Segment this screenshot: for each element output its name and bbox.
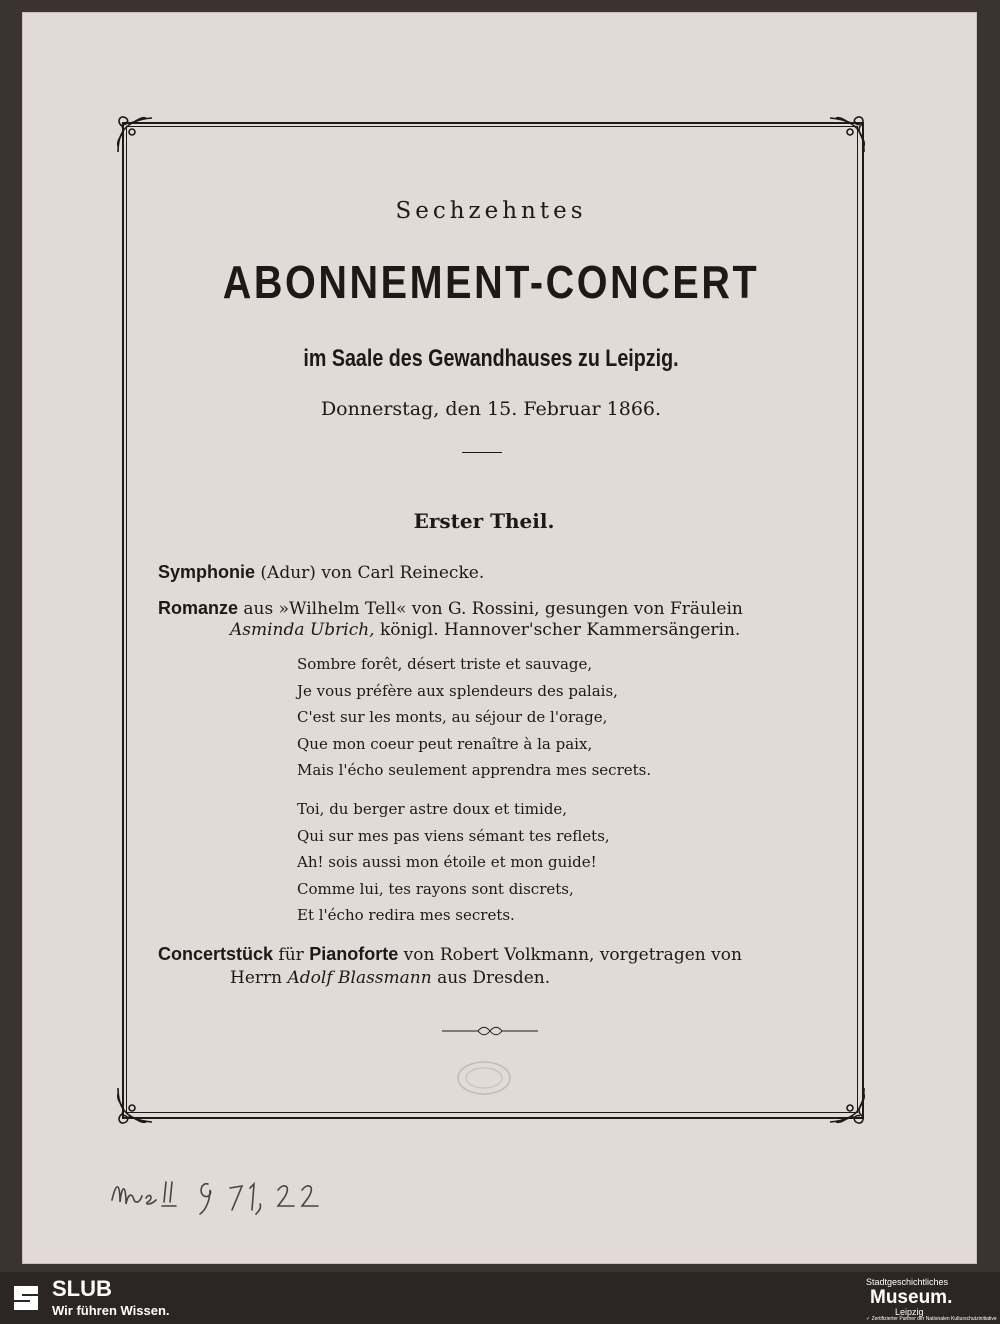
lyric-line: Comme lui, tes rayons sont discrets, — [297, 879, 574, 898]
lyric-line: Je vous préfère aux splendeurs des palais, — [297, 681, 618, 700]
programme-item-romanze-performer — [230, 620, 740, 640]
corner-ornament-icon — [112, 1082, 158, 1128]
lyric-line: Mais l'écho seulement apprendra mes secrets. — [297, 761, 652, 779]
library-tagline: Wir führen Wissen. — [52, 1303, 170, 1318]
lyric-line: Sombre forêt, désert triste et sauvage, — [297, 655, 593, 673]
instrument: Pianoforte — [309, 944, 399, 964]
museum-certification: ✓ Zertifizierter Partner der Nationalen Kulturschutzinitiative — [866, 1316, 997, 1322]
work-details: für — [273, 945, 310, 965]
performer-details: königl. Hannover'scher Kammersängerin. — [374, 620, 741, 640]
museum-name: Museum. — [870, 1287, 953, 1308]
work-details: aus »Wilhelm Tell« von G. Rossini, gesungen von Fräulein — [238, 599, 743, 619]
slub-logo-icon — [10, 1282, 42, 1314]
part-heading: Erster Theil. — [413, 509, 555, 533]
performer-prefix: Herrn — [230, 968, 288, 988]
concert-venue: im Saale des Gewandhauses zu Leipzig. — [303, 345, 679, 372]
lyric-line: Ah! sois aussi mon étoile et mon guide! — [297, 853, 597, 871]
end-ornament-icon — [440, 1024, 540, 1038]
work-details: (Adur) von Carl Reinecke. — [255, 563, 485, 583]
lyric-line: Que mon coeur peut renaître à la paix, — [297, 734, 593, 753]
work-title: Symphonie — [158, 562, 256, 582]
programme-item-symphony — [158, 562, 484, 583]
concert-title: ABONNEMENT-CONCERT — [222, 256, 760, 308]
library-name: SLUB — [52, 1276, 112, 1301]
corner-ornament-icon — [824, 112, 870, 158]
lyric-line: C'est sur les monts, au séjour de l'orage, — [297, 708, 608, 726]
corner-ornament-icon — [112, 112, 158, 158]
shelfmark-handwriting — [108, 1170, 358, 1220]
concert-date: Donnerstag, den 15. Februar 1866. — [320, 398, 662, 420]
lyric-line: Et l'écho redira mes secrets. — [297, 906, 515, 924]
museum-city: Leipzig — [895, 1307, 924, 1317]
lyric-line: Qui sur mes pas viens sémant tes reflets, — [297, 826, 610, 845]
concert-number: Sechzehntes — [395, 198, 587, 224]
library-stamp-icon — [456, 1060, 512, 1096]
performer-name: Adolf Blassmann — [287, 968, 432, 988]
work-title: Concertstück — [158, 944, 274, 964]
corner-ornament-icon — [824, 1082, 870, 1128]
divider — [462, 452, 502, 453]
work-title: Romanze — [158, 598, 239, 618]
programme-item-concertstueck — [158, 944, 742, 965]
museum-subtitle: Stadtgeschichtliches — [866, 1277, 949, 1287]
performer-name: Asminda Ubrich, — [230, 620, 375, 640]
performer-details: aus Dresden. — [431, 968, 551, 988]
lyric-line: Toi, du berger astre doux et timide, — [297, 800, 568, 818]
work-details: von Robert Volkmann, vorgetragen von — [398, 945, 742, 965]
programme-item-romanze — [158, 598, 743, 619]
programme-item-concertstueck-performer — [230, 968, 550, 988]
